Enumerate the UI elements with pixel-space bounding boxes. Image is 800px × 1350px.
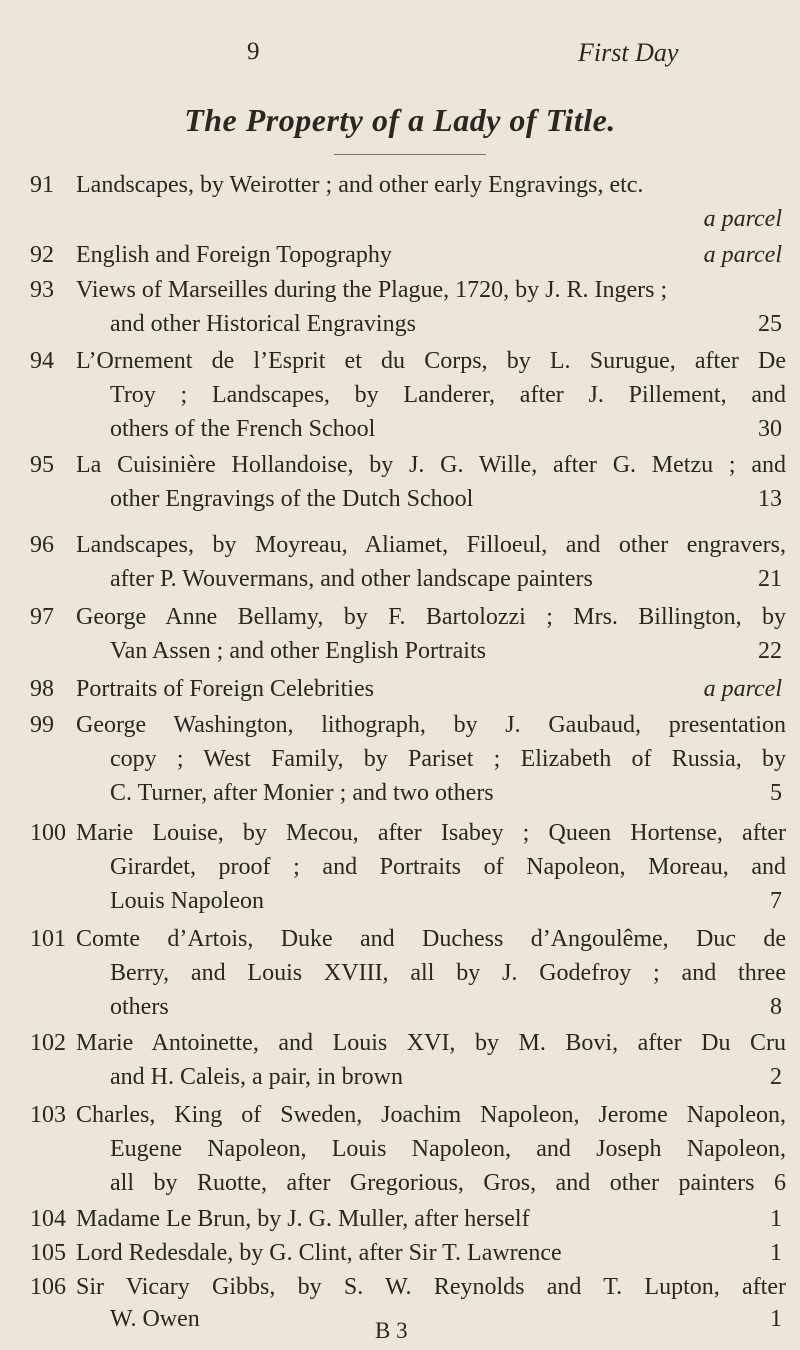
- lot-number: 95: [30, 452, 54, 478]
- lot-quantity: 22: [758, 638, 782, 664]
- signature-mark: B 3: [375, 1318, 408, 1343]
- lot-description: Portraits of Foreign Celebrities: [76, 676, 374, 702]
- lot-quantity: 1: [770, 1206, 782, 1232]
- lot-description: after P. Wouvermans, and other landscape painters: [110, 566, 593, 592]
- title-rule: [334, 154, 486, 155]
- lot-quantity: 13: [758, 486, 782, 512]
- lot-number: 96: [30, 532, 54, 558]
- lot-description: and H. Caleis, a pair, in brown: [110, 1064, 403, 1090]
- running-head: First Day: [578, 38, 679, 67]
- lot-description: Lord Redesdale, by G. Clint, after Sir T. Lawrence: [76, 1240, 562, 1266]
- lot-description: Girardet, proof ; and Portraits of Napoleon, Moreau, and: [110, 854, 786, 880]
- lot-description: Marie Louise, by Mecou, after Isabey ; Queen Hortense, after: [76, 820, 786, 846]
- lot-quantity: 1: [770, 1306, 782, 1332]
- lot-quantity: 1: [770, 1240, 782, 1266]
- lot-description: and other Historical Engravings: [110, 311, 416, 337]
- lot-description: Comte d’Artois, Duke and Duchess d’Angoulême, Duc de: [76, 926, 786, 952]
- lot-number: 102: [30, 1030, 66, 1056]
- lot-quantity: a parcel: [703, 206, 782, 232]
- lot-description: Berry, and Louis XVIII, all by J. Godefroy ; and three: [110, 960, 786, 986]
- lot-description: Van Assen ; and other English Portraits: [110, 638, 486, 664]
- lot-number: 101: [30, 926, 66, 952]
- lot-description: all by Ruotte, after Gregorious, Gros, and other painters 6: [110, 1170, 786, 1196]
- lot-quantity: 25: [758, 311, 782, 337]
- lot-quantity: 7: [770, 888, 782, 914]
- lot-quantity: a parcel: [703, 242, 782, 268]
- lot-description: Charles, King of Sweden, Joachim Napoleon, Jerome Napoleon,: [76, 1102, 786, 1128]
- lot-description: Landscapes, by Weirotter ; and other early Engravings, etc.: [76, 172, 644, 198]
- lot-description: L’Ornement de l’Esprit et du Corps, by L. Surugue, after De: [76, 348, 786, 374]
- lot-description: Madame Le Brun, by J. G. Muller, after herself: [76, 1206, 530, 1232]
- lot-quantity: 30: [758, 416, 782, 442]
- lot-description: C. Turner, after Monier ; and two others: [110, 780, 494, 806]
- lot-quantity: 8: [770, 994, 782, 1020]
- lot-description: copy ; West Family, by Pariset ; Elizabeth of Russia, by: [110, 746, 786, 772]
- lot-description: Eugene Napoleon, Louis Napoleon, and Joseph Napoleon,: [110, 1136, 786, 1162]
- lot-number: 103: [30, 1102, 66, 1128]
- lot-description: George Anne Bellamy, by F. Bartolozzi ; Mrs. Billington, by: [76, 604, 786, 630]
- page-number: 9: [247, 38, 260, 65]
- lot-description: Landscapes, by Moyreau, Aliamet, Filloeul, and other engravers,: [76, 532, 786, 558]
- lot-number: 94: [30, 348, 54, 374]
- lot-number: 105: [30, 1240, 66, 1266]
- section-title: The Property of a Lady of Title.: [184, 102, 616, 138]
- lot-description: Sir Vicary Gibbs, by S. W. Reynolds and T. Lupton, after: [76, 1274, 786, 1300]
- lot-description: W. Owen: [110, 1306, 200, 1332]
- lot-quantity: 2: [770, 1064, 782, 1090]
- lot-number: 106: [30, 1274, 66, 1300]
- lot-number: 91: [30, 172, 54, 198]
- lot-description: English and Foreign Topography: [76, 242, 392, 268]
- lot-number: 97: [30, 604, 54, 630]
- lot-description: other Engravings of the Dutch School: [110, 486, 474, 512]
- lot-description: others: [110, 994, 169, 1020]
- lot-description: Marie Antoinette, and Louis XVI, by M. Bovi, after Du Cru: [76, 1030, 786, 1056]
- lot-quantity: 21: [758, 566, 782, 592]
- lot-quantity: a parcel: [703, 676, 782, 702]
- lot-number: 104: [30, 1206, 66, 1232]
- lot-number: 92: [30, 242, 54, 268]
- lot-quantity: 5: [770, 780, 782, 806]
- lot-description: Views of Marseilles during the Plague, 1720, by J. R. Ingers ;: [76, 277, 668, 303]
- lot-description: others of the French School: [110, 416, 376, 442]
- lot-number: 100: [30, 820, 66, 846]
- lot-number: 98: [30, 676, 54, 702]
- lot-number: 99: [30, 712, 54, 738]
- lot-description: George Washington, lithograph, by J. Gaubaud, presentation: [76, 712, 786, 738]
- lot-description: Louis Napoleon: [110, 888, 264, 914]
- lot-description: Troy ; Landscapes, by Landerer, after J. Pillement, and: [110, 382, 786, 408]
- lot-number: 93: [30, 277, 54, 303]
- lot-description: La Cuisinière Hollandoise, by J. G. Wille, after G. Metzu ; and: [76, 452, 786, 478]
